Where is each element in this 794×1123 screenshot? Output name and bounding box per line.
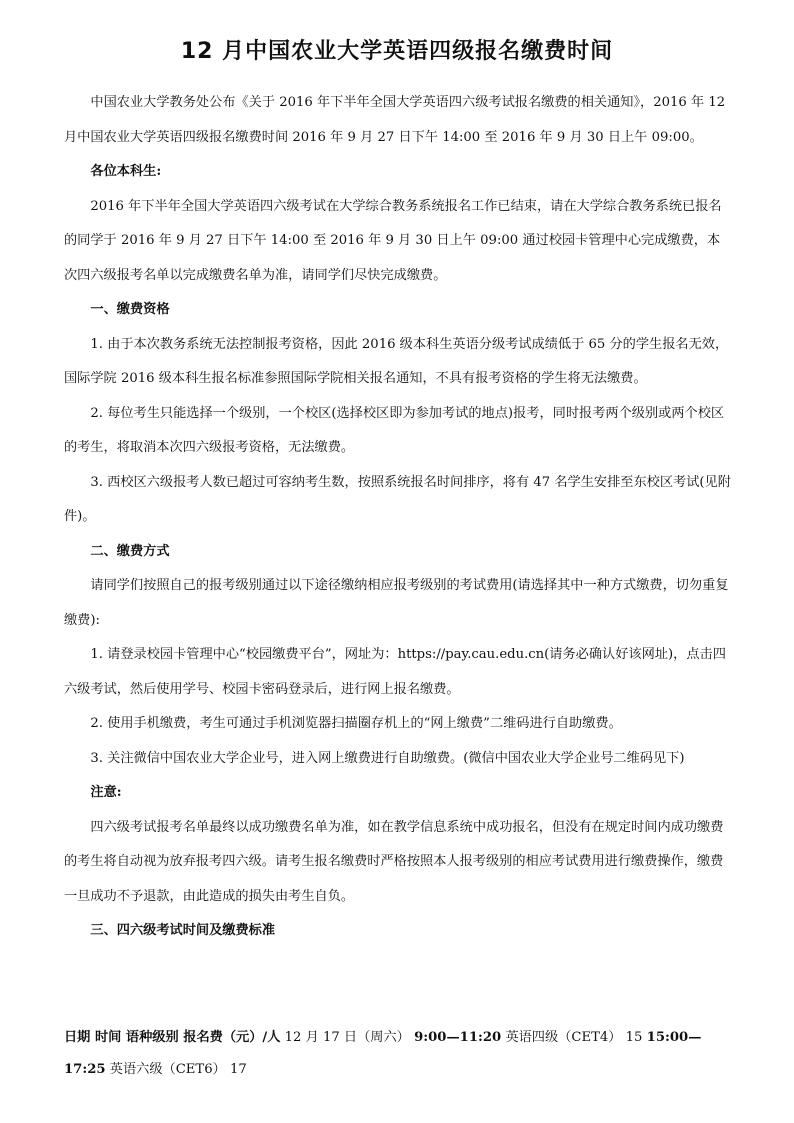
cet6-level-fee: 英语六级（CET6） 17 [109, 1062, 247, 1077]
schedule-line [64, 1022, 732, 1086]
note-paragraph: 四六级考试报考名单最终以成功缴费名单为准，如在教学信息系统中成功报名，但没有在规定时间内成功缴费的考生将自动视为放弃报考四六级。请考生报名缴费时严格按照本人报考级别的相应考试费用进行缴费操作，缴费一旦成功不予退款，由此造成的损失由考生自负。 [64, 819, 724, 904]
section1-item: 3. 西校区六级报考人数已超过可容纳考生数，按照系统报名时间排序，将有 47 名学生安排至东校区考试(见附件)。 [64, 474, 731, 524]
document-body [64, 86, 732, 949]
schedule-headers: 日期 时间 语种级别 报名费（元）/人 [64, 1030, 281, 1045]
section2-item: 3. 关注微信中国农业大学企业号，进入网上缴费进行自助缴费。(微信中国农业大学企业号二维码见下) [90, 750, 685, 766]
section1-item: 2. 每位考生只能选择一个级别，一个校区(选择校区即为参加考试的地点)报考，同时报考两个级别或两个校区的考生，将取消本次四六级报考资格，无法缴费。 [64, 405, 725, 455]
cet4-time: 9:00—11:20 [414, 1030, 502, 1045]
cet4-level-fee: 英语四级（CET4） 15 [505, 1030, 643, 1045]
page-title: 12 月中国农业大学英语四级报名缴费时间 [180, 39, 614, 64]
cet6-time: 15:00—17:25 [64, 1030, 702, 1077]
section1-heading: 一、缴费资格 [90, 302, 170, 317]
section2-intro: 请同学们按照自己的报考级别通过以下途径缴纳相应报考级别的考试费用(请选择其中一种方式缴费，切勿重复缴费): [64, 578, 729, 628]
greeting-paragraph: 2016 年下半年全国大学英语四六级考试在大学综合教务系统报名工作已结束，请在大学综合教务系统已报名的同学于 2016 年 9 月 27 日下午 14:00 至 2016 年 9 月 30 日上午 09:00 通过校园卡管理中心完成缴费，本次四六级报考名单以完成缴费名单为准，请同学们尽快完成缴费。 [64, 198, 722, 283]
note-heading: 注意: [90, 785, 122, 800]
section3-heading: 三、四六级考试时间及缴费标准 [90, 923, 276, 938]
section2-heading: 二、缴费方式 [90, 543, 170, 559]
intro-paragraph: 中国农业大学教务处公布《关于 2016 年下半年全国大学英语四六级考试报名缴费的相关通知》，2016 年 12 月中国农业大学英语四级报名缴费时间 2016 年 9 月 27 日下午 14:00 至 2016 年 9 月 30 日上午 09:00。 [64, 95, 726, 145]
section2-item: 2. 使用手机缴费，考生可通过手机浏览器扫描圈存机上的“网上缴费”二维码进行自助缴费。 [90, 716, 622, 731]
greeting: 各位本科生: [90, 164, 162, 179]
section1-item: 1. 由于本次教务系统无法控制报考资格，因此 2016 级本科生英语分级考试成绩低于 65 分的学生报名无效，国际学院 2016 级本科生报名标准参照国际学院相关报名通知，不具有报考资格的学生将无法缴费。 [64, 336, 729, 386]
exam-date: 12 月 17 日（周六） [284, 1030, 410, 1045]
section2-item: 1. 请登录校园卡管理中心“校园缴费平台”，网址为：https://pay.cau.edu.cn(请务必确认好该网址)，点击四六级考试，然后使用学号、校园卡密码登录后，进行网上报名缴费。 [64, 647, 726, 697]
